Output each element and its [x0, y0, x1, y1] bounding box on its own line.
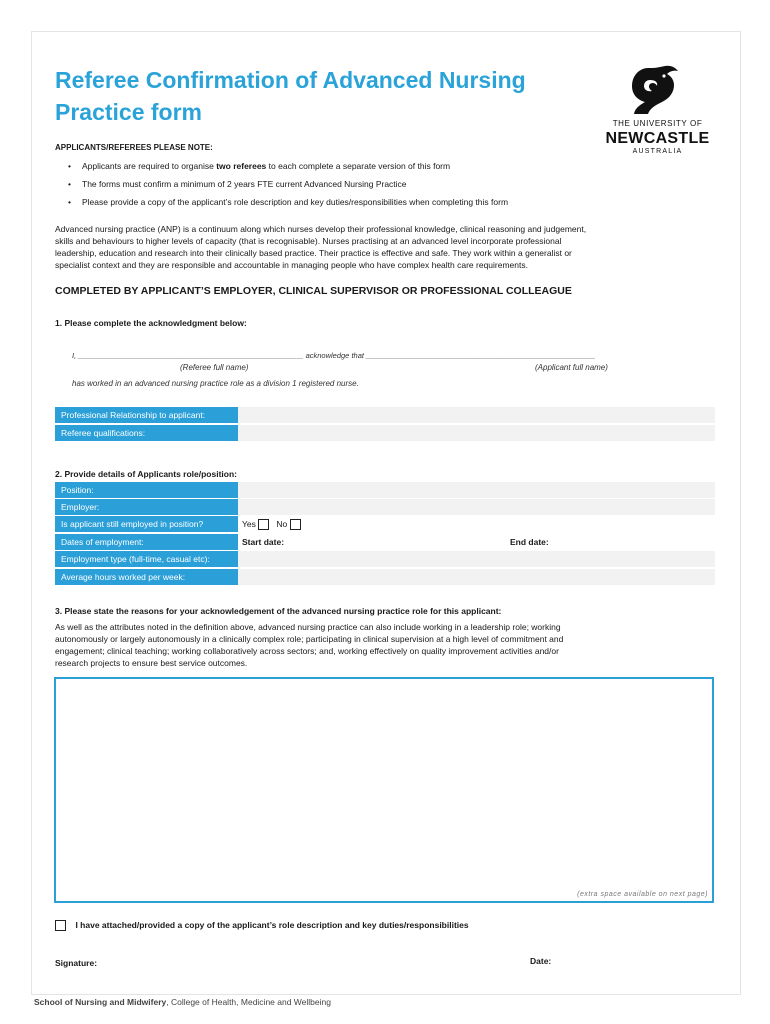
still-employed-row [55, 516, 715, 533]
q3-line-4: research projects to ensure best service outcomes. [55, 658, 248, 668]
note-bullet-3 [68, 197, 508, 207]
definition-line-3: leadership, education and research into their clinically based practice. Their practice is effective and safe. They work within a generalist or [55, 248, 572, 258]
university-logo [600, 62, 715, 162]
no-label: No [276, 519, 288, 529]
relationship-row [55, 407, 715, 424]
footer-college: , College of Health, Medicine and Wellbeing [166, 997, 331, 1007]
no-checkbox[interactable] [290, 519, 301, 530]
dates-row [55, 534, 715, 551]
definition-line-2: skills and behaviours to higher levels of capacity (that is recognisable). Nurses practising at an advanced level incorporate professional [55, 236, 562, 246]
seahorse-crest-icon [600, 62, 715, 118]
logo-text-university-of: THE UNIVERSITY OF [612, 119, 703, 128]
definition-line-1: Advanced nursing practice (ANP) is a continuum along which nurses develop their professional knowledge, clinical reasoning and judgement, [55, 224, 587, 234]
qualifications-label: Referee qualifications: [55, 425, 238, 442]
employer-label: Employer: [55, 499, 238, 516]
end-date-label: End date: [510, 537, 549, 547]
note-bullet-1-pre: Applicants are required to organise [82, 161, 217, 171]
relationship-field[interactable] [238, 407, 715, 424]
position-label: Position: [55, 482, 238, 499]
attachment-checkbox[interactable] [55, 920, 66, 931]
bullet-dot: • [68, 197, 71, 207]
referee-name-hint: (Referee full name) [180, 363, 249, 372]
qualifications-field[interactable] [238, 425, 715, 442]
employer-field[interactable] [238, 499, 715, 516]
logo-text-australia: AUSTRALIA [632, 148, 683, 155]
note-bullet-3-text: Please provide a copy of the applicant’s role description and key duties/responsibilities when completing this form [82, 197, 509, 207]
date-label: Date: [530, 956, 552, 966]
note-bullet-1 [68, 161, 450, 171]
definition-line-4: specialist context and they are responsible and accountable in managing people who have complex health care requirements. [55, 260, 528, 270]
section-header: COMPLETED BY APPLICANT’S EMPLOYER, CLINICAL SUPERVISOR OR PROFESSIONAL COLLEAGUE [55, 285, 572, 297]
note-bullet-1-post: to each complete a separate version of this form [266, 161, 451, 171]
still-employed-label: Is applicant still employed in position? [55, 516, 238, 533]
question-1-label: 1. Please complete the acknowledgment below: [55, 318, 247, 328]
footer [34, 997, 331, 1007]
qualifications-row [55, 425, 715, 442]
employment-type-field[interactable] [238, 551, 715, 568]
title-line-1: Referee Confirmation of Advanced Nursing [55, 67, 526, 93]
attachment-label: I have attached/provided a copy of the applicant’s role description and key duties/responsibilities [75, 920, 469, 930]
attachment-row [55, 920, 469, 931]
notes-header: APPLICANTS/REFEREES PLEASE NOTE: [55, 143, 213, 152]
start-date-label: Start date: [242, 537, 285, 547]
hours-label: Average hours worked per week: [55, 569, 238, 586]
bullet-dot: • [68, 179, 71, 189]
employer-row [55, 499, 715, 516]
yes-label: Yes [242, 519, 256, 529]
question-2-label: 2. Provide details of Applicants role/position: [55, 469, 237, 479]
hours-row [55, 569, 715, 586]
relationship-label: Professional Relationship to applicant: [55, 407, 238, 424]
bullet-dot: • [68, 161, 71, 171]
signature-label: Signature: [55, 958, 98, 968]
hours-field[interactable] [238, 569, 715, 586]
note-bullet-2 [68, 179, 407, 189]
position-field[interactable] [238, 482, 715, 499]
q3-line-3: engagement; clinical teaching; working collaboratively across sectors; and, working effectively on quality improvement activities and/or [55, 646, 559, 656]
still-employed-options [238, 516, 715, 533]
employment-type-label: Employment type (full-time, casual etc): [55, 551, 238, 568]
page-title [55, 64, 615, 128]
footer-school: School of Nursing and Midwifery [34, 997, 167, 1007]
employment-type-row [55, 551, 715, 568]
dates-field [238, 534, 715, 551]
anp-definition [55, 223, 715, 271]
reasons-textarea[interactable] [54, 677, 714, 903]
logo-text-newcastle: NEWCASTLE [605, 130, 710, 147]
title-line-2: Practice form [55, 99, 203, 125]
extra-space-note: (extra space available on next page) [577, 891, 708, 898]
question-3-label: 3. Please state the reasons for your acknowledgement of the advanced nursing practice role for this applicant: [55, 606, 502, 616]
position-row [55, 482, 715, 499]
acknowledgement-line: I, ______________________________________________________ acknowledge that _______________________________________________________ [72, 351, 596, 360]
acknowledgement-statement: has worked in an advanced nursing practice role as a division 1 registered nurse. [72, 379, 359, 388]
q3-line-1: As well as the attributes noted in the definition above, advanced nursing practice can also include working in a leadership role; working [55, 622, 561, 632]
applicant-name-hint: (Applicant full name) [535, 363, 608, 372]
note-bullet-1-bold: two referees [216, 161, 267, 171]
note-bullet-2-text: The forms must confirm a minimum of 2 years FTE current Advanced Nursing Practice [82, 179, 407, 189]
q3-line-2: autonomously or largely autonomously in a clinically complex role; participating in clinical supervision at a high level of commitment and [55, 634, 564, 644]
yes-checkbox[interactable] [258, 519, 269, 530]
question-3-description [55, 621, 715, 669]
dates-label: Dates of employment: [55, 534, 238, 551]
